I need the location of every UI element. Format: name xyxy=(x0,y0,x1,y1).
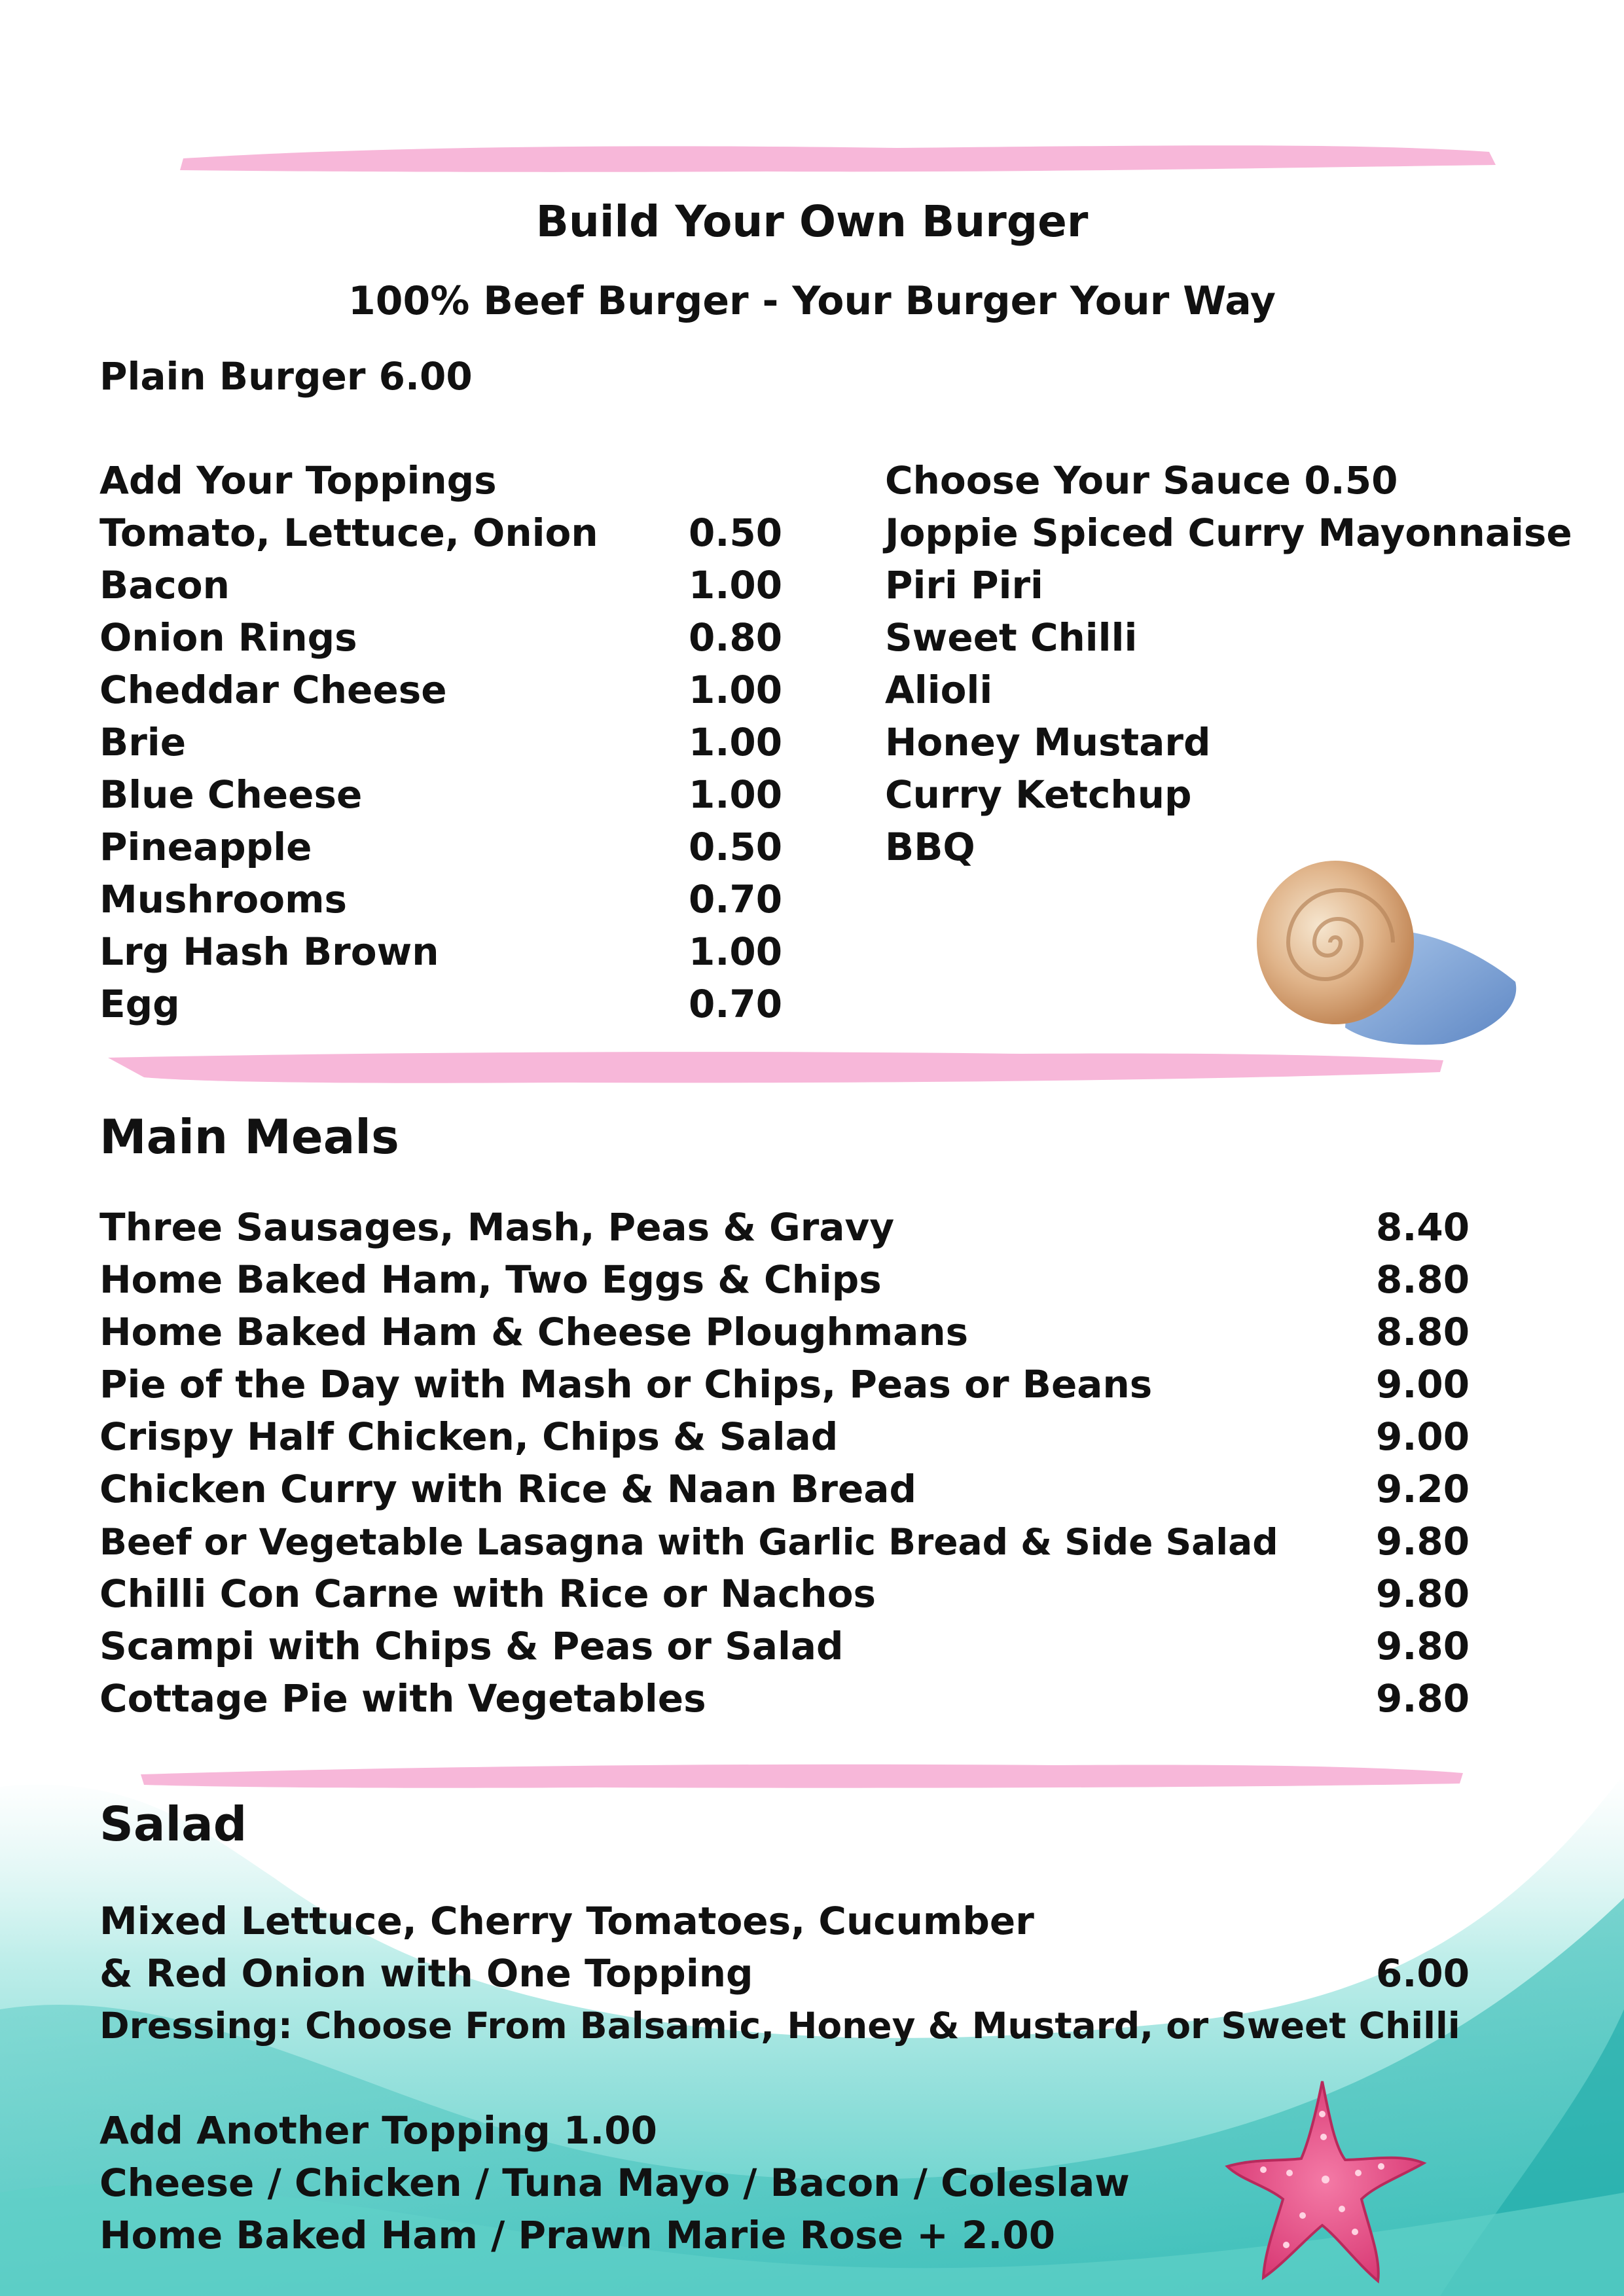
seashell-icon xyxy=(1254,851,1522,1047)
list-item xyxy=(99,1201,1470,1253)
meal-price: 9.20 xyxy=(1376,1467,1470,1511)
list-item xyxy=(99,559,783,611)
meal-price: 9.00 xyxy=(1376,1362,1470,1407)
list-item: Curry Ketchup xyxy=(885,772,1192,817)
meal-name: Pie of the Day with Mash or Chips, Peas or Beans xyxy=(99,1362,1153,1407)
divider-brush xyxy=(105,1046,1447,1088)
divider-brush xyxy=(177,139,1499,177)
meal-name: Home Baked Ham, Two Eggs & Chips xyxy=(99,1257,882,1302)
salad-description-text: & Red Onion with One Topping xyxy=(99,1951,753,1996)
sauce-header: Choose Your Sauce 0.50 xyxy=(885,458,1398,503)
meal-name: Home Baked Ham & Cheese Ploughmans xyxy=(99,1310,969,1354)
topping-price: 0.70 xyxy=(689,982,783,1026)
list-item: Alioli xyxy=(885,668,993,712)
list-item xyxy=(99,611,783,664)
meal-name: Chicken Curry with Rice & Naan Bread xyxy=(99,1467,917,1511)
list-item xyxy=(99,716,783,768)
salad-description-line1: Mixed Lettuce, Cherry Tomatoes, Cucumber xyxy=(99,1899,1034,1943)
list-item xyxy=(99,978,783,1030)
list-item xyxy=(99,873,783,925)
list-item xyxy=(99,1515,1470,1568)
list-item: Sweet Chilli xyxy=(885,615,1138,660)
meal-price: 9.00 xyxy=(1376,1414,1470,1459)
list-item xyxy=(99,1620,1470,1672)
meal-name: Scampi with Chips & Peas or Salad xyxy=(99,1624,844,1668)
list-item: BBQ xyxy=(885,825,975,869)
meal-name: Beef or Vegetable Lasagna with Garlic Bread & Side Salad xyxy=(99,1521,1278,1563)
meal-price: 9.80 xyxy=(1376,1624,1470,1668)
starfish-icon xyxy=(1224,2075,1427,2284)
topping-name: Cheddar Cheese xyxy=(99,668,447,712)
list-item xyxy=(99,821,783,873)
topping-price: 1.00 xyxy=(689,772,783,817)
meal-price: 8.40 xyxy=(1376,1205,1470,1249)
topping-price: 1.00 xyxy=(689,929,783,974)
topping-name: Lrg Hash Brown xyxy=(99,929,439,974)
salad-price: 6.00 xyxy=(1376,1951,1470,1996)
salad-dressing: Dressing: Choose From Balsamic, Honey & Mustard, or Sweet Chilli xyxy=(99,2005,1460,2047)
topping-name: Egg xyxy=(99,982,180,1026)
list-item: Honey Mustard xyxy=(885,720,1211,764)
topping-name: Onion Rings xyxy=(99,615,357,660)
list-item xyxy=(99,1410,1470,1463)
meal-price: 9.80 xyxy=(1376,1519,1470,1564)
list-item xyxy=(99,1253,1470,1306)
list-item xyxy=(99,664,783,716)
list-item xyxy=(99,507,783,559)
list-item xyxy=(99,1463,1470,1515)
topping-name: Bacon xyxy=(99,563,230,607)
topping-price: 0.50 xyxy=(689,511,783,555)
meal-price: 9.80 xyxy=(1376,1676,1470,1721)
topping-price: 1.00 xyxy=(689,720,783,764)
salad-title: Salad xyxy=(99,1797,247,1852)
burger-subtitle: 100% Beef Burger - Your Burger Your Way xyxy=(348,278,1276,324)
meal-price: 9.80 xyxy=(1376,1571,1470,1616)
list-item: Joppie Spiced Curry Mayonnaise xyxy=(885,511,1572,555)
toppings-header: Add Your Toppings xyxy=(99,458,497,503)
meal-price: 8.80 xyxy=(1376,1257,1470,1302)
list-item xyxy=(99,925,783,978)
topping-name: Mushrooms xyxy=(99,877,348,922)
list-item xyxy=(99,768,783,821)
topping-price: 0.50 xyxy=(689,825,783,869)
meal-price: 8.80 xyxy=(1376,1310,1470,1354)
list-item xyxy=(99,1306,1470,1358)
burger-title: Build Your Own Burger xyxy=(535,196,1089,247)
topping-price: 1.00 xyxy=(689,668,783,712)
plain-burger-price: Plain Burger 6.00 xyxy=(99,354,473,399)
salad-toppings-line2: Home Baked Ham / Prawn Marie Rose + 2.00 xyxy=(99,2213,1056,2257)
topping-price: 0.80 xyxy=(689,615,783,660)
topping-name: Tomato, Lettuce, Onion xyxy=(99,511,598,555)
meal-name: Chilli Con Carne with Rice or Nachos xyxy=(99,1571,876,1616)
main-meals-title: Main Meals xyxy=(99,1109,399,1164)
topping-name: Blue Cheese xyxy=(99,772,363,817)
list-item: Piri Piri xyxy=(885,563,1043,607)
topping-price: 1.00 xyxy=(689,563,783,607)
topping-name: Brie xyxy=(99,720,187,764)
salad-toppings-line1: Cheese / Chicken / Tuna Mayo / Bacon / Coleslaw xyxy=(99,2161,1130,2205)
meal-name: Three Sausages, Mash, Peas & Gravy xyxy=(99,1205,895,1249)
list-item xyxy=(99,1358,1470,1410)
divider-brush xyxy=(137,1757,1466,1791)
topping-price: 0.70 xyxy=(689,877,783,922)
list-item xyxy=(99,1568,1470,1620)
topping-name: Pineapple xyxy=(99,825,312,869)
meal-name: Cottage Pie with Vegetables xyxy=(99,1676,706,1721)
list-item xyxy=(99,1672,1470,1725)
meal-name: Crispy Half Chicken, Chips & Salad xyxy=(99,1414,839,1459)
add-topping-header: Add Another Topping 1.00 xyxy=(99,2108,658,2153)
salad-description-line2 xyxy=(99,1947,1470,2000)
